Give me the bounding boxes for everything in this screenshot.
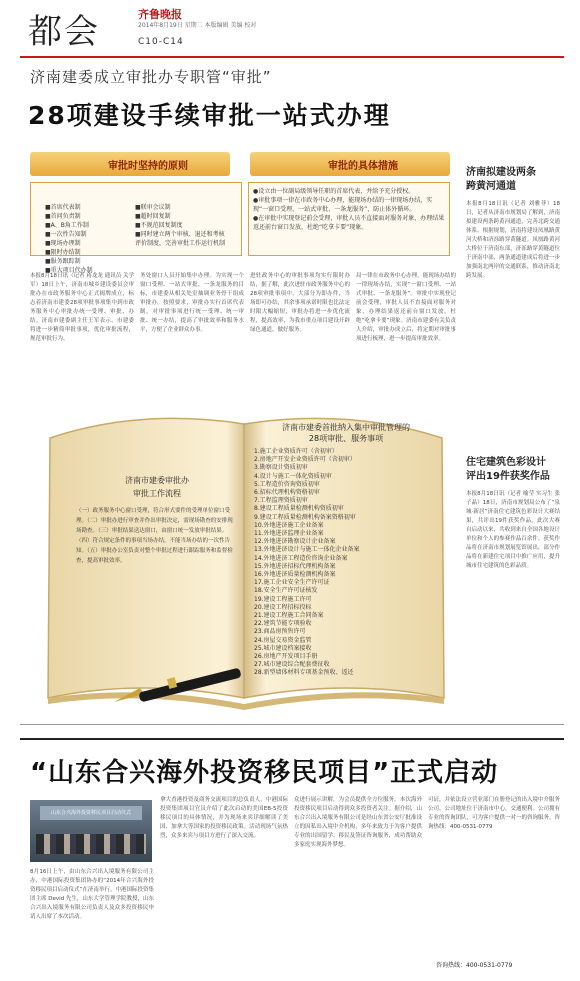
pen-icon [110, 666, 250, 706]
article-column-2: 务处窗口人员开始集中办理。为实现一个窗口受理、一站式审批、一条龙服务的目标，市建委从相关处室抽调业务骨干组成审批办。按照要求，审批办实行首席代表制，对审批事项进行统一受理、统一审批、统一办结，提高了审批效率和服务水平，方便了企业群众办事。 [140, 273, 244, 333]
approval-item: 28.新型墙体材料专项基金预收、返还 [254, 669, 354, 677]
date-line: 2014年8月19日 星期二 本版编辑 美编 校对 [138, 22, 257, 29]
event-banner: 山东合兴海外投资移民项目启动仪式 [40, 806, 142, 820]
approval-item: 26.房地产开发项目手册 [254, 653, 318, 661]
approval-item: 13.外地进济设计与施工一体化企业备案 [254, 546, 360, 554]
principle-item: ■A、B角工作制 [45, 222, 89, 229]
principle-item: ■超时回复制 [135, 213, 171, 220]
sidebar-story1-title: 济南拟建设两条 跨黄河通道 [466, 167, 536, 192]
sidebar-story2-title: 住宅建筑色彩设计 评出19件获奖作品 [466, 457, 550, 482]
measure-item: ●审批事项一律在市政务中心办理，能现场办结的一律现场办结，实现“一窗口受理、一站式审批、一条龙服务”，防止体外循环。 [253, 197, 433, 213]
approval-item: 20.建设工程招标投标 [254, 603, 312, 611]
principle-item: ■首问负责制 [45, 213, 81, 220]
workflow-body: （一）政务服务中心窗口受理，符合形式要件的受理单位窗口受理。（二）审批办进行审查并作出审批决定，需现场勘查的安排现场勘查。（三）审批结果送达窗口，由窗口统一发放审批结果。（四）符合规定条件的事项当场办结，不能当场办结的一次性告知。（五）审批办公室负责对整个审批过程进行跟踪服务和监督检查，提高审批效率。 [76, 508, 233, 564]
section-divider [20, 724, 564, 725]
article-column-1: 本报8月18日讯（记者 蒋龙龙 通讯员 关学军）18日上午，济南市城乡建设委员会审批办在市政务服务中心正式揭牌成立，标志着济南市建委28项审批事项集中到市政务服务中心审批办统一受理、审批、办结。济南市建委副主任王军表示，市建委将进一步精简审批事项，优化审批流程，规范审批行为。 [30, 273, 134, 342]
approval-item: 17.施工企业安全生产许可证 [254, 579, 330, 587]
ad-divider [20, 738, 564, 740]
approval-item: 7.工程监理资质初审 [254, 497, 308, 505]
event-attendees [36, 834, 146, 854]
approval-item: 10.外地进济施工企业备案 [254, 521, 324, 529]
approval-item: 27.城市建设综合配套费征收 [254, 661, 330, 669]
migration-column-1: 8月16日上午，由山东合兴出入境服务有限公司主办，中港国际投资集团协办的“2014年合兴海外投资移民项目启动仪式”在济南举行。中港国际投资集团主席 Devid 先生，山东大学管理学院教授，山东合兴出入境服务有限公司负责人及众多投资移民申请人出席了本次活动。 [30, 869, 154, 920]
principle-item: ■不规范回复制度 [135, 222, 183, 229]
approval-item: 22.建筑节能专项验收 [254, 620, 312, 628]
approval-item: 2.房地产开发企业资质许可（含初审） [254, 456, 356, 464]
principle-item: ■一次性告知制 [45, 231, 87, 238]
approval-item: 12.外地进济勘察设计企业备案 [254, 538, 336, 546]
section-title: 都会 [28, 12, 100, 52]
principle-item: ■首席代表制 [45, 204, 81, 211]
approval-item: 14.外地进济工程造价咨询企业备案 [254, 554, 348, 562]
approval-item: 1.施工企业资质许可（含初审） [254, 448, 338, 455]
sidebar-story1-body: 本报8月18日讯（记者 刘雅菲）18日，记者从济南市规划局了解到，济南拟建设两条跨黄河通道，完善北跨交通体系。根据规划，济南将建设凤凰路黄河大桥和济泺路穿黄隧道。凤凰路黄河大桥位于济南东部，济泺路穿黄隧道位于济南中部，两条通道建成后将进一步加强南北两岸的交通联系，推动济南北跨发展。 [466, 201, 560, 279]
header-divider [20, 56, 564, 58]
approval-items-title: 济南市建委首批纳入集中审批管理的 28项审批、服务事项 [282, 423, 410, 443]
migration-column-3: 众进行展示讲解，为会员提供全方位服务。本次海外投资移民项目启动得到众多投资者关注。据介绍，山东合兴出入境服务有限公司是经山东省公安厅批准设立的因私出入境中介机构，多年来致力于为客户提供专业的出国留学、移民及签证咨询服务，成功帮助众多家庭实现海外梦想。 [294, 797, 422, 848]
approval-items-page [254, 422, 438, 678]
article-column-4: 局一律在市政务中心办理，能现场办结的一律现场办结，实现“一窗口受理、一站式审批、一条龙服务”。审批中实现登记前会受理，审批人员不直接面对服务对象，办理结果返还前台窗口发放，杜绝“吃拿卡要”现象。济南市建委有关负责人介绍，审批办成立后，将定期对审批事项进行梳理，进一步提高审批效率。 [356, 273, 456, 342]
principle-item: ■现场办理制 [45, 240, 81, 247]
approval-item: 3.勘察设计资质初审 [254, 464, 308, 472]
newspaper-logo: 齐鲁晚报 [138, 8, 182, 21]
approval-item: 11.外地进济监理企业备案 [254, 530, 324, 538]
approval-item: 8.建设工程质量检测机构资质初审 [254, 505, 344, 513]
principle-item: ■重大项目代办制 [45, 267, 93, 274]
principles-box [30, 182, 242, 274]
approval-item: 4.设计与施工一体化资质初审 [254, 472, 332, 480]
workflow-page [76, 474, 238, 566]
workflow-title: 济南市建委审批办 审批工作流程 [125, 476, 189, 498]
principle-item: ■同时建立两个审核、退还和考核评价制度，完善审批工作运行机制 [135, 231, 226, 247]
article-kicker: 济南建委成立审批办专职管“审批” [30, 68, 272, 86]
approval-item: 24.房屋交易资金监管 [254, 636, 312, 644]
article-column-3: 进驻政务中心的审批事项均实行限时办结，据了解，此次进驻市政务服务中心的28项审批事项中，大部分为即办件，当场即可办结，其余事项承诺时限也比法定时限大幅缩短，审批办将进一步优化流程，提高效率，为我市重点项目建设开辟绿色通道，做好服务。 [250, 273, 350, 333]
measure-item: ●设立由一位副局级领导任职的首席代表，并给予充分授权。 [253, 188, 415, 195]
measures-box [248, 182, 450, 256]
approval-item: 15.外地进济招标代理机构备案 [254, 562, 336, 570]
book-illustration [30, 398, 460, 720]
approval-item: 23.商品房预售许可 [254, 628, 306, 636]
approval-item: 25.城市建设档案接收 [254, 644, 312, 652]
approval-item: 6.招标代理机构资格初审 [254, 489, 320, 497]
approval-item: 19.建设工程施工许可 [254, 595, 312, 603]
approval-item: 9.建设工程质量检测机构备案资格初审 [254, 513, 356, 521]
event-photo [30, 800, 152, 862]
sidebar-story2-body: 本报8月18日讯（记者 喻莹 实习生 张子晶）18日，济南市规划局公布了“泉城·新居”济南住宅建筑色彩设计大赛结果，共评出19件获奖作品。此次大赛自启动以来，共收到来自全国各地设计单位和个人的参赛作品百余件。获奖作品将在济南市规划展览馆展出，部分作品将在新建住宅项目中推广应用，提升城市住宅建筑的色彩品质。 [466, 491, 560, 569]
hotline-number: 咨询热线：400-0531-0779 [436, 962, 513, 969]
approval-item: 5.工程造价咨询资质初审 [254, 480, 320, 488]
approval-item: 21.建设工程施工合同备案 [254, 612, 324, 620]
approval-item: 16.外地进济质量检测机构备案 [254, 571, 336, 579]
migration-headline: “山东合兴海外投资移民项目”正式启动 [30, 758, 499, 788]
principle-item: ■联审会议制 [135, 204, 171, 211]
principles-tag: 审批时坚持的原则 [30, 152, 230, 176]
principle-item: ■限时办结制 [45, 249, 81, 256]
principle-item: ■服务跟踪制 [45, 258, 81, 265]
measure-item: ●在审批中实现登记前会受理，审批人员不直接面对服务对象，办理结果返还前台窗口发放，杜绝“吃拿卡要”现象。 [253, 215, 445, 231]
approval-item: 18.安全生产许可证核发 [254, 587, 318, 595]
migration-column-4: 可证，并依法设立营业部门在册登记的出入境中介服务公司。公司地址位于济南市中心，交通便利。公司拥有专业的咨询团队，可为客户提供一对一的咨询服务。咨询热线：400-0531-0779 [428, 797, 560, 830]
page-range: C10-C14 [138, 37, 184, 47]
migration-column-2: 拿大香港投资及商务交流项目的总负责人，中港国际投资集团项目官员介绍了此次启动的美国EB-5投资移民项目的具体情况，并为现场来宾详细解读了美国、加拿大等国家的投资移民政策。活动现场气氛热烈，众多来宾与项目方进行了深入交流。 [160, 797, 288, 839]
masthead [20, 4, 560, 52]
measures-tag: 审批的具体措施 [250, 152, 450, 176]
article-headline: 28项建设手续审批一站式办理 [28, 101, 391, 130]
approval-items-list [254, 448, 438, 678]
